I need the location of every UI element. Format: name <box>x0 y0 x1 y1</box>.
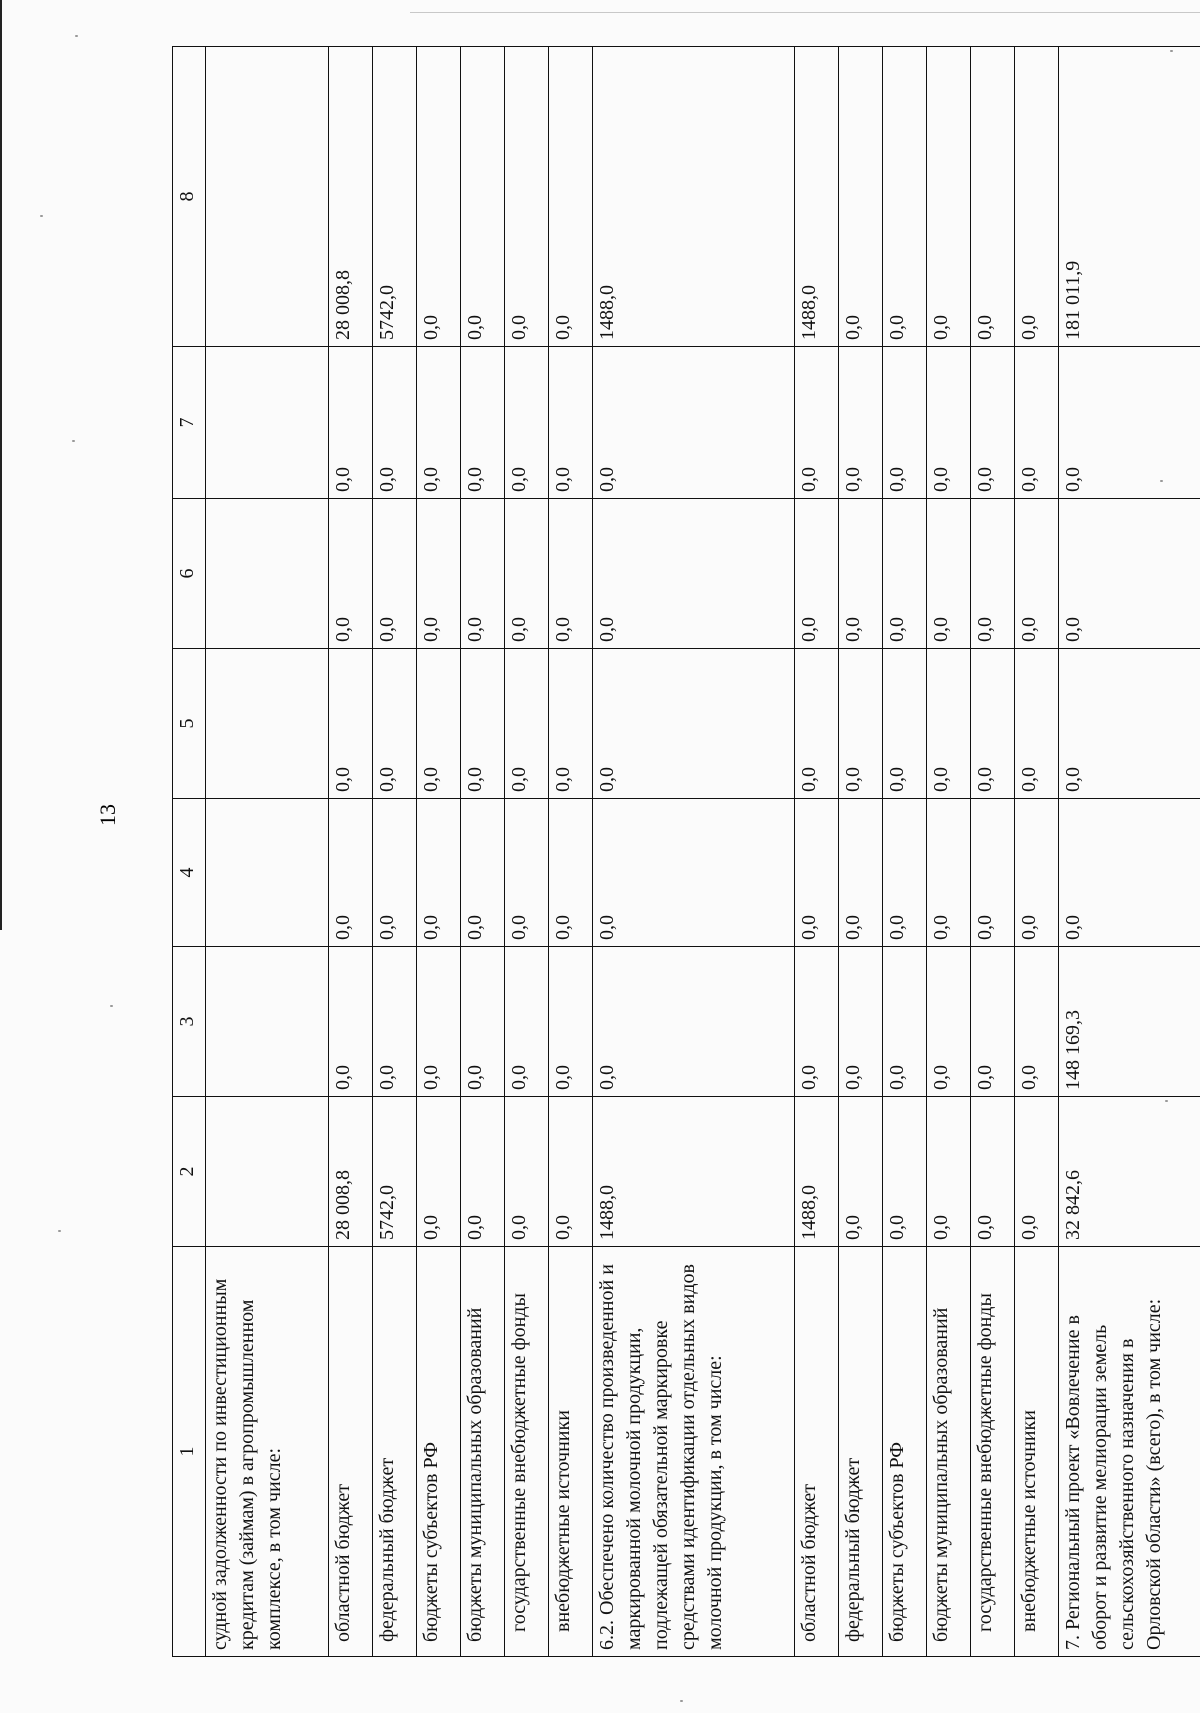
cell-value <box>206 1097 329 1247</box>
cell-value: 5742,0 <box>373 47 417 347</box>
scan-edge-line <box>410 12 1200 13</box>
cell-value: 0,0 <box>592 649 794 799</box>
cell-value: 0,0 <box>592 347 794 499</box>
cell-value <box>206 47 329 347</box>
cell-value <box>206 649 329 799</box>
cell-value: 1488,0 <box>592 47 794 347</box>
scan-speck <box>58 1230 61 1232</box>
cell-value: 0,0 <box>883 947 927 1097</box>
table-row <box>592 47 794 1657</box>
cell-value: 0,0 <box>927 499 971 649</box>
cell-value: 0,0 <box>883 347 927 499</box>
budget-table <box>172 46 1200 1657</box>
row-label: областной бюджет <box>329 1247 373 1657</box>
cell-value: 0,0 <box>971 799 1015 947</box>
table-row <box>1015 47 1059 1657</box>
cell-value: 0,0 <box>461 649 505 799</box>
table-row <box>329 47 373 1657</box>
cell-value: 0,0 <box>548 947 592 1097</box>
cell-value: 0,0 <box>1015 649 1059 799</box>
row-label: федеральный бюджет <box>839 1247 883 1657</box>
cell-value: 0,0 <box>461 347 505 499</box>
cell-value: 0,0 <box>329 799 373 947</box>
column-header: 3 <box>173 947 206 1097</box>
cell-value: 181 011,9 <box>1059 47 1200 347</box>
cell-value: 0,0 <box>839 947 883 1097</box>
table-row <box>417 47 461 1657</box>
column-header: 1 <box>173 1247 206 1657</box>
cell-value <box>206 347 329 499</box>
cell-value: 0,0 <box>505 499 549 649</box>
table-row <box>548 47 592 1657</box>
cell-value: 0,0 <box>417 947 461 1097</box>
scan-speck <box>680 1700 683 1702</box>
cell-value: 0,0 <box>839 347 883 499</box>
cell-value: 0,0 <box>592 499 794 649</box>
cell-value: 0,0 <box>548 799 592 947</box>
cell-value: 0,0 <box>417 347 461 499</box>
table-row <box>883 47 927 1657</box>
row-label: судной задолженности по инвестиционным кредитам (займам) в агропромышленном комплексе, в том числе: <box>206 1247 329 1657</box>
header-row <box>173 47 206 1657</box>
row-label: внебюджетные источники <box>1015 1247 1059 1657</box>
row-label: бюджеты субъектов РФ <box>417 1247 461 1657</box>
cell-value: 0,0 <box>505 47 549 347</box>
column-header: 2 <box>173 1097 206 1247</box>
cell-value: 5742,0 <box>373 1097 417 1247</box>
cell-value: 32 842,6 <box>1059 1097 1200 1247</box>
cell-value: 0,0 <box>883 47 927 347</box>
cell-value: 0,0 <box>971 649 1015 799</box>
cell-value: 0,0 <box>461 947 505 1097</box>
cell-value: 0,0 <box>927 799 971 947</box>
cell-value: 0,0 <box>417 799 461 947</box>
table-row <box>206 47 329 1657</box>
row-label: 6.2. Обеспечено количество произведенной и маркированной молочной продукции, подлежащей обязательной маркировке средствами идентификации отдельных видов молочной продукции, в том числе: <box>592 1247 794 1657</box>
cell-value: 0,0 <box>505 347 549 499</box>
cell-value: 0,0 <box>329 347 373 499</box>
cell-value: 0,0 <box>1015 47 1059 347</box>
cell-value: 0,0 <box>548 649 592 799</box>
cell-value: 0,0 <box>417 47 461 347</box>
cell-value: 0,0 <box>373 649 417 799</box>
cell-value: 0,0 <box>505 947 549 1097</box>
cell-value: 0,0 <box>927 947 971 1097</box>
row-label: государственные внебюджетные фонды <box>505 1247 549 1657</box>
cell-value: 0,0 <box>329 649 373 799</box>
cell-value: 0,0 <box>927 347 971 499</box>
cell-value: 0,0 <box>971 47 1015 347</box>
cell-value: 0,0 <box>795 649 839 799</box>
row-label: внебюджетные источники <box>548 1247 592 1657</box>
cell-value: 0,0 <box>1059 499 1200 649</box>
table-row <box>1059 47 1200 1657</box>
cell-value: 0,0 <box>883 499 927 649</box>
table-row <box>505 47 549 1657</box>
cell-value: 0,0 <box>839 1097 883 1247</box>
cell-value: 0,0 <box>839 649 883 799</box>
row-label: областной бюджет <box>795 1247 839 1657</box>
cell-value: 0,0 <box>373 947 417 1097</box>
cell-value: 0,0 <box>1059 799 1200 947</box>
cell-value: 0,0 <box>548 1097 592 1247</box>
scan-edge-line-left <box>0 0 2 930</box>
cell-value: 0,0 <box>795 347 839 499</box>
row-label: бюджеты муниципальных образований <box>461 1247 505 1657</box>
cell-value: 0,0 <box>461 1097 505 1247</box>
cell-value: 0,0 <box>373 799 417 947</box>
cell-value <box>206 799 329 947</box>
cell-value <box>206 947 329 1097</box>
table-row <box>971 47 1015 1657</box>
cell-value: 0,0 <box>505 799 549 947</box>
cell-value: 0,0 <box>971 499 1015 649</box>
cell-value: 0,0 <box>461 47 505 347</box>
table-row <box>373 47 417 1657</box>
table-row <box>461 47 505 1657</box>
cell-value: 0,0 <box>839 47 883 347</box>
cell-value: 0,0 <box>373 347 417 499</box>
scan-speck <box>40 215 43 217</box>
cell-value: 0,0 <box>795 499 839 649</box>
cell-value: 0,0 <box>795 799 839 947</box>
cell-value: 0,0 <box>795 947 839 1097</box>
cell-value: 0,0 <box>883 1097 927 1247</box>
row-label: федеральный бюджет <box>373 1247 417 1657</box>
cell-value: 1488,0 <box>795 47 839 347</box>
table-row <box>795 47 839 1657</box>
cell-value: 0,0 <box>1015 499 1059 649</box>
cell-value: 0,0 <box>971 1097 1015 1247</box>
scan-speck <box>72 440 75 442</box>
cell-value <box>206 499 329 649</box>
cell-value: 0,0 <box>417 1097 461 1247</box>
page-number: 13 <box>95 804 120 826</box>
column-header: 6 <box>173 499 206 649</box>
column-header: 8 <box>173 47 206 347</box>
cell-value: 0,0 <box>927 47 971 347</box>
cell-value: 0,0 <box>592 799 794 947</box>
table-row <box>927 47 971 1657</box>
cell-value: 0,0 <box>505 649 549 799</box>
cell-value: 0,0 <box>461 499 505 649</box>
cell-value: 0,0 <box>548 47 592 347</box>
cell-value: 0,0 <box>883 799 927 947</box>
column-header: 5 <box>173 649 206 799</box>
cell-value: 0,0 <box>1015 947 1059 1097</box>
row-label: бюджеты субъектов РФ <box>883 1247 927 1657</box>
table-body <box>173 47 1200 1657</box>
cell-value: 0,0 <box>592 947 794 1097</box>
row-label: бюджеты муниципальных образований <box>927 1247 971 1657</box>
cell-value: 0,0 <box>971 947 1015 1097</box>
row-label: государственные внебюджетные фонды <box>971 1247 1015 1657</box>
scan-speck <box>110 1005 113 1007</box>
column-header: 7 <box>173 347 206 499</box>
cell-value: 0,0 <box>548 499 592 649</box>
cell-value: 0,0 <box>461 799 505 947</box>
scan-speck <box>75 35 78 37</box>
cell-value: 0,0 <box>1015 799 1059 947</box>
budget-table-rotated <box>172 47 1200 1657</box>
cell-value: 0,0 <box>839 799 883 947</box>
cell-value: 0,0 <box>329 499 373 649</box>
cell-value: 0,0 <box>417 499 461 649</box>
table-row <box>839 47 883 1657</box>
cell-value: 0,0 <box>971 347 1015 499</box>
cell-value: 28 008,8 <box>329 1097 373 1247</box>
cell-value: 0,0 <box>1015 1097 1059 1247</box>
row-label: 7. Региональный проект «Вовлечение в оборот и развитие мелиорации земель сельскохозяйственного назначения в Орловской области» (всего), в том числе: <box>1059 1247 1200 1657</box>
cell-value: 1488,0 <box>592 1097 794 1247</box>
cell-value: 28 008,8 <box>329 47 373 347</box>
cell-value: 0,0 <box>927 649 971 799</box>
column-header: 4 <box>173 799 206 947</box>
cell-value: 0,0 <box>505 1097 549 1247</box>
cell-value: 0,0 <box>548 347 592 499</box>
cell-value: 0,0 <box>417 649 461 799</box>
cell-value: 0,0 <box>1015 347 1059 499</box>
cell-value: 0,0 <box>329 947 373 1097</box>
cell-value: 0,0 <box>1059 347 1200 499</box>
cell-value: 148 169,3 <box>1059 947 1200 1097</box>
cell-value: 0,0 <box>883 649 927 799</box>
cell-value: 0,0 <box>1059 649 1200 799</box>
cell-value: 1488,0 <box>795 1097 839 1247</box>
cell-value: 0,0 <box>927 1097 971 1247</box>
cell-value: 0,0 <box>839 499 883 649</box>
cell-value: 0,0 <box>373 499 417 649</box>
